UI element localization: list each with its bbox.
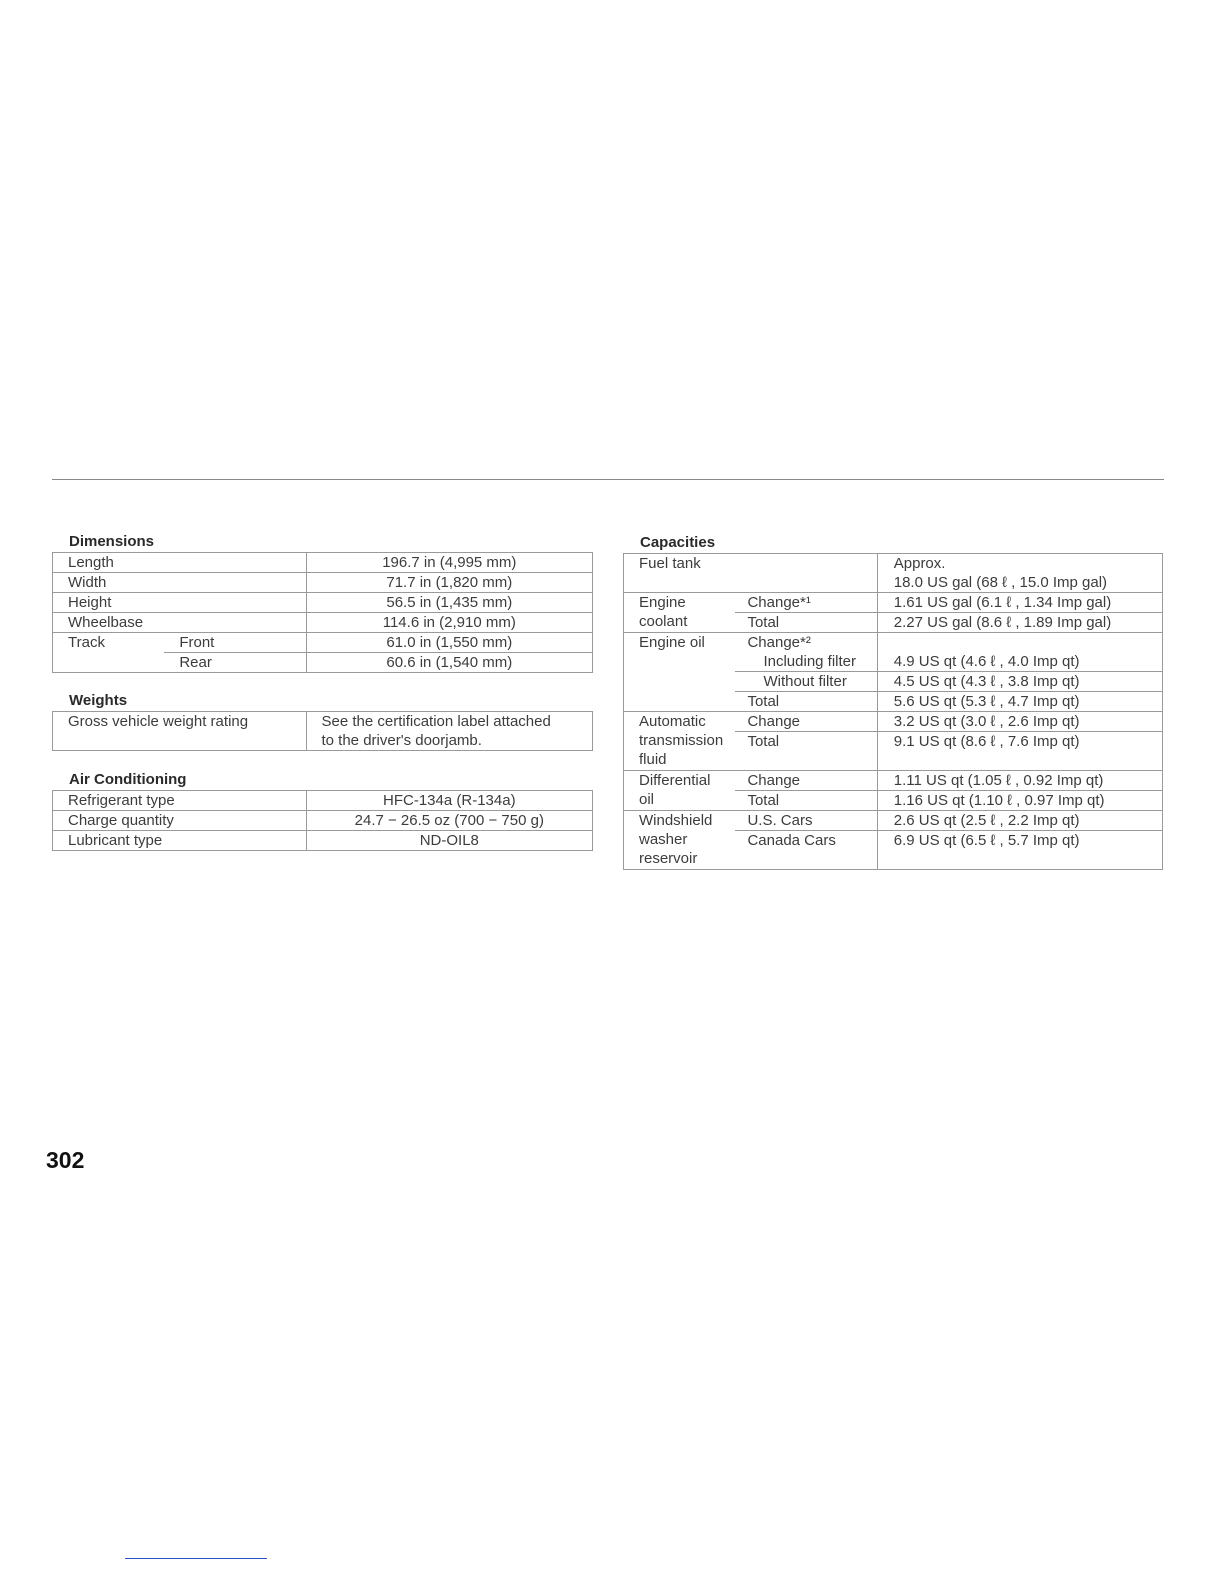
- washer-label-line1: Windshield: [639, 812, 713, 829]
- dim-value: 60.6 in (1,540 mm): [306, 653, 592, 673]
- dim-value: 196.7 in (4,995 mm): [306, 553, 592, 573]
- table-row: [53, 831, 593, 851]
- fuel-tank-value-line1: Approx.: [893, 555, 946, 572]
- atf-total-value: 9.1 US qt (8.6 ℓ , 7.6 Imp qt): [877, 732, 1162, 771]
- page-number: 302: [46, 1147, 85, 1173]
- engine-oil-without-value: 4.5 US qt (4.3 ℓ , 3.8 Imp qt): [877, 672, 1162, 692]
- capacities-table: [623, 553, 1163, 870]
- atf-change-label: Change: [735, 712, 877, 732]
- dim-sublabel: Rear: [164, 653, 306, 673]
- weights-title: Weights: [69, 692, 128, 709]
- diff-change-label: Change: [735, 771, 877, 791]
- ac-label: Charge quantity: [53, 811, 307, 831]
- dimensions-table: [52, 552, 593, 673]
- coolant-total-value: 2.27 US gal (8.6 ℓ , 1.89 Imp gal): [877, 613, 1162, 633]
- engine-oil-total-value: 5.6 US qt (5.3 ℓ , 4.7 Imp qt): [877, 692, 1162, 712]
- washer-us-value: 2.6 US qt (2.5 ℓ , 2.2 Imp qt): [877, 811, 1162, 831]
- dim-label: Wheelbase: [53, 613, 307, 633]
- table-row: [53, 811, 593, 831]
- weights-value-line1: See the certification label attached: [321, 713, 551, 730]
- table-row: [624, 712, 1163, 732]
- ac-value: ND-OIL8: [306, 831, 592, 851]
- footer-link-underline[interactable]: [125, 1558, 267, 1559]
- table-row: [624, 633, 1163, 653]
- table-row: [53, 653, 593, 673]
- table-row: [53, 553, 593, 573]
- coolant-change-label: Change*¹: [735, 593, 877, 613]
- table-row: [624, 593, 1163, 613]
- table-row: [53, 573, 593, 593]
- ac-label: Lubricant type: [53, 831, 307, 851]
- weights-value-line2: to the driver's doorjamb.: [321, 732, 482, 749]
- engine-oil-incl-value: 4.9 US qt (4.6 ℓ , 4.0 Imp qt): [877, 652, 1162, 672]
- atf-change-value: 3.2 US qt (3.0 ℓ , 2.6 Imp qt): [877, 712, 1162, 732]
- engine-oil-label: Engine oil: [624, 633, 736, 712]
- engine-oil-without-label: Without filter: [735, 672, 877, 692]
- dim-value: 71.7 in (1,820 mm): [306, 573, 592, 593]
- washer-ca-value: 6.9 US qt (6.5 ℓ , 5.7 Imp qt): [877, 831, 1162, 870]
- dim-sublabel: Front: [164, 633, 306, 653]
- coolant-total-label: Total: [735, 613, 877, 633]
- coolant-label-line1: Engine: [639, 594, 686, 611]
- engine-oil-change-label: Change*²: [735, 633, 877, 653]
- fuel-tank-value-line2: 18.0 US gal (68 ℓ , 15.0 Imp gal): [893, 574, 1108, 591]
- atf-total-label: Total: [735, 732, 877, 771]
- ac-value: 24.7 − 26.5 oz (700 − 750 g): [306, 811, 592, 831]
- washer-us-label: U.S. Cars: [735, 811, 877, 831]
- coolant-label-line2: coolant: [639, 613, 688, 630]
- diff-change-value: 1.11 US qt (1.05 ℓ , 0.92 Imp qt): [877, 771, 1162, 791]
- weights-table: [52, 711, 593, 751]
- table-row: [53, 613, 593, 633]
- air-conditioning-title: Air Conditioning: [69, 771, 187, 788]
- diff-label-line1: Differential: [639, 772, 711, 789]
- dim-label: Track: [53, 633, 165, 653]
- dim-label: Width: [53, 573, 307, 593]
- diff-label-line2: oil: [639, 791, 655, 808]
- dim-label: Length: [53, 553, 307, 573]
- atf-label-line2: transmission: [639, 732, 724, 749]
- table-row: [53, 633, 593, 653]
- engine-oil-incl-label: Including filter: [735, 652, 877, 672]
- dim-value: 61.0 in (1,550 mm): [306, 633, 592, 653]
- table-row: [53, 593, 593, 613]
- header-divider: [52, 479, 1164, 480]
- atf-label-line1: Automatic: [639, 713, 706, 730]
- table-row: [624, 811, 1163, 831]
- table-row: [53, 791, 593, 811]
- dim-value: 114.6 in (2,910 mm): [306, 613, 592, 633]
- weights-label: Gross vehicle weight rating: [53, 712, 307, 751]
- dim-value: 56.5 in (1,435 mm): [306, 593, 592, 613]
- engine-oil-total-label: Total: [735, 692, 877, 712]
- air-conditioning-table: [52, 790, 593, 851]
- ac-value: HFC-134a (R-134a): [306, 791, 592, 811]
- table-row: [624, 771, 1163, 791]
- diff-total-label: Total: [735, 791, 877, 811]
- washer-label-line2: washer: [639, 831, 688, 848]
- coolant-change-value: 1.61 US gal (6.1 ℓ , 1.34 Imp gal): [877, 593, 1162, 613]
- dim-label: Height: [53, 593, 307, 613]
- capacities-title: Capacities: [640, 534, 716, 551]
- washer-label-line3: reservoir: [639, 850, 698, 867]
- ac-label: Refrigerant type: [53, 791, 307, 811]
- atf-label-line3: fluid: [639, 751, 667, 768]
- diff-total-value: 1.16 US qt (1.10 ℓ , 0.97 Imp qt): [877, 791, 1162, 811]
- dimensions-title: Dimensions: [69, 533, 155, 550]
- washer-ca-label: Canada Cars: [735, 831, 877, 870]
- table-row: [624, 554, 1163, 593]
- dim-label: [53, 653, 165, 673]
- fuel-tank-label: Fuel tank: [624, 554, 878, 593]
- table-row: [53, 712, 593, 751]
